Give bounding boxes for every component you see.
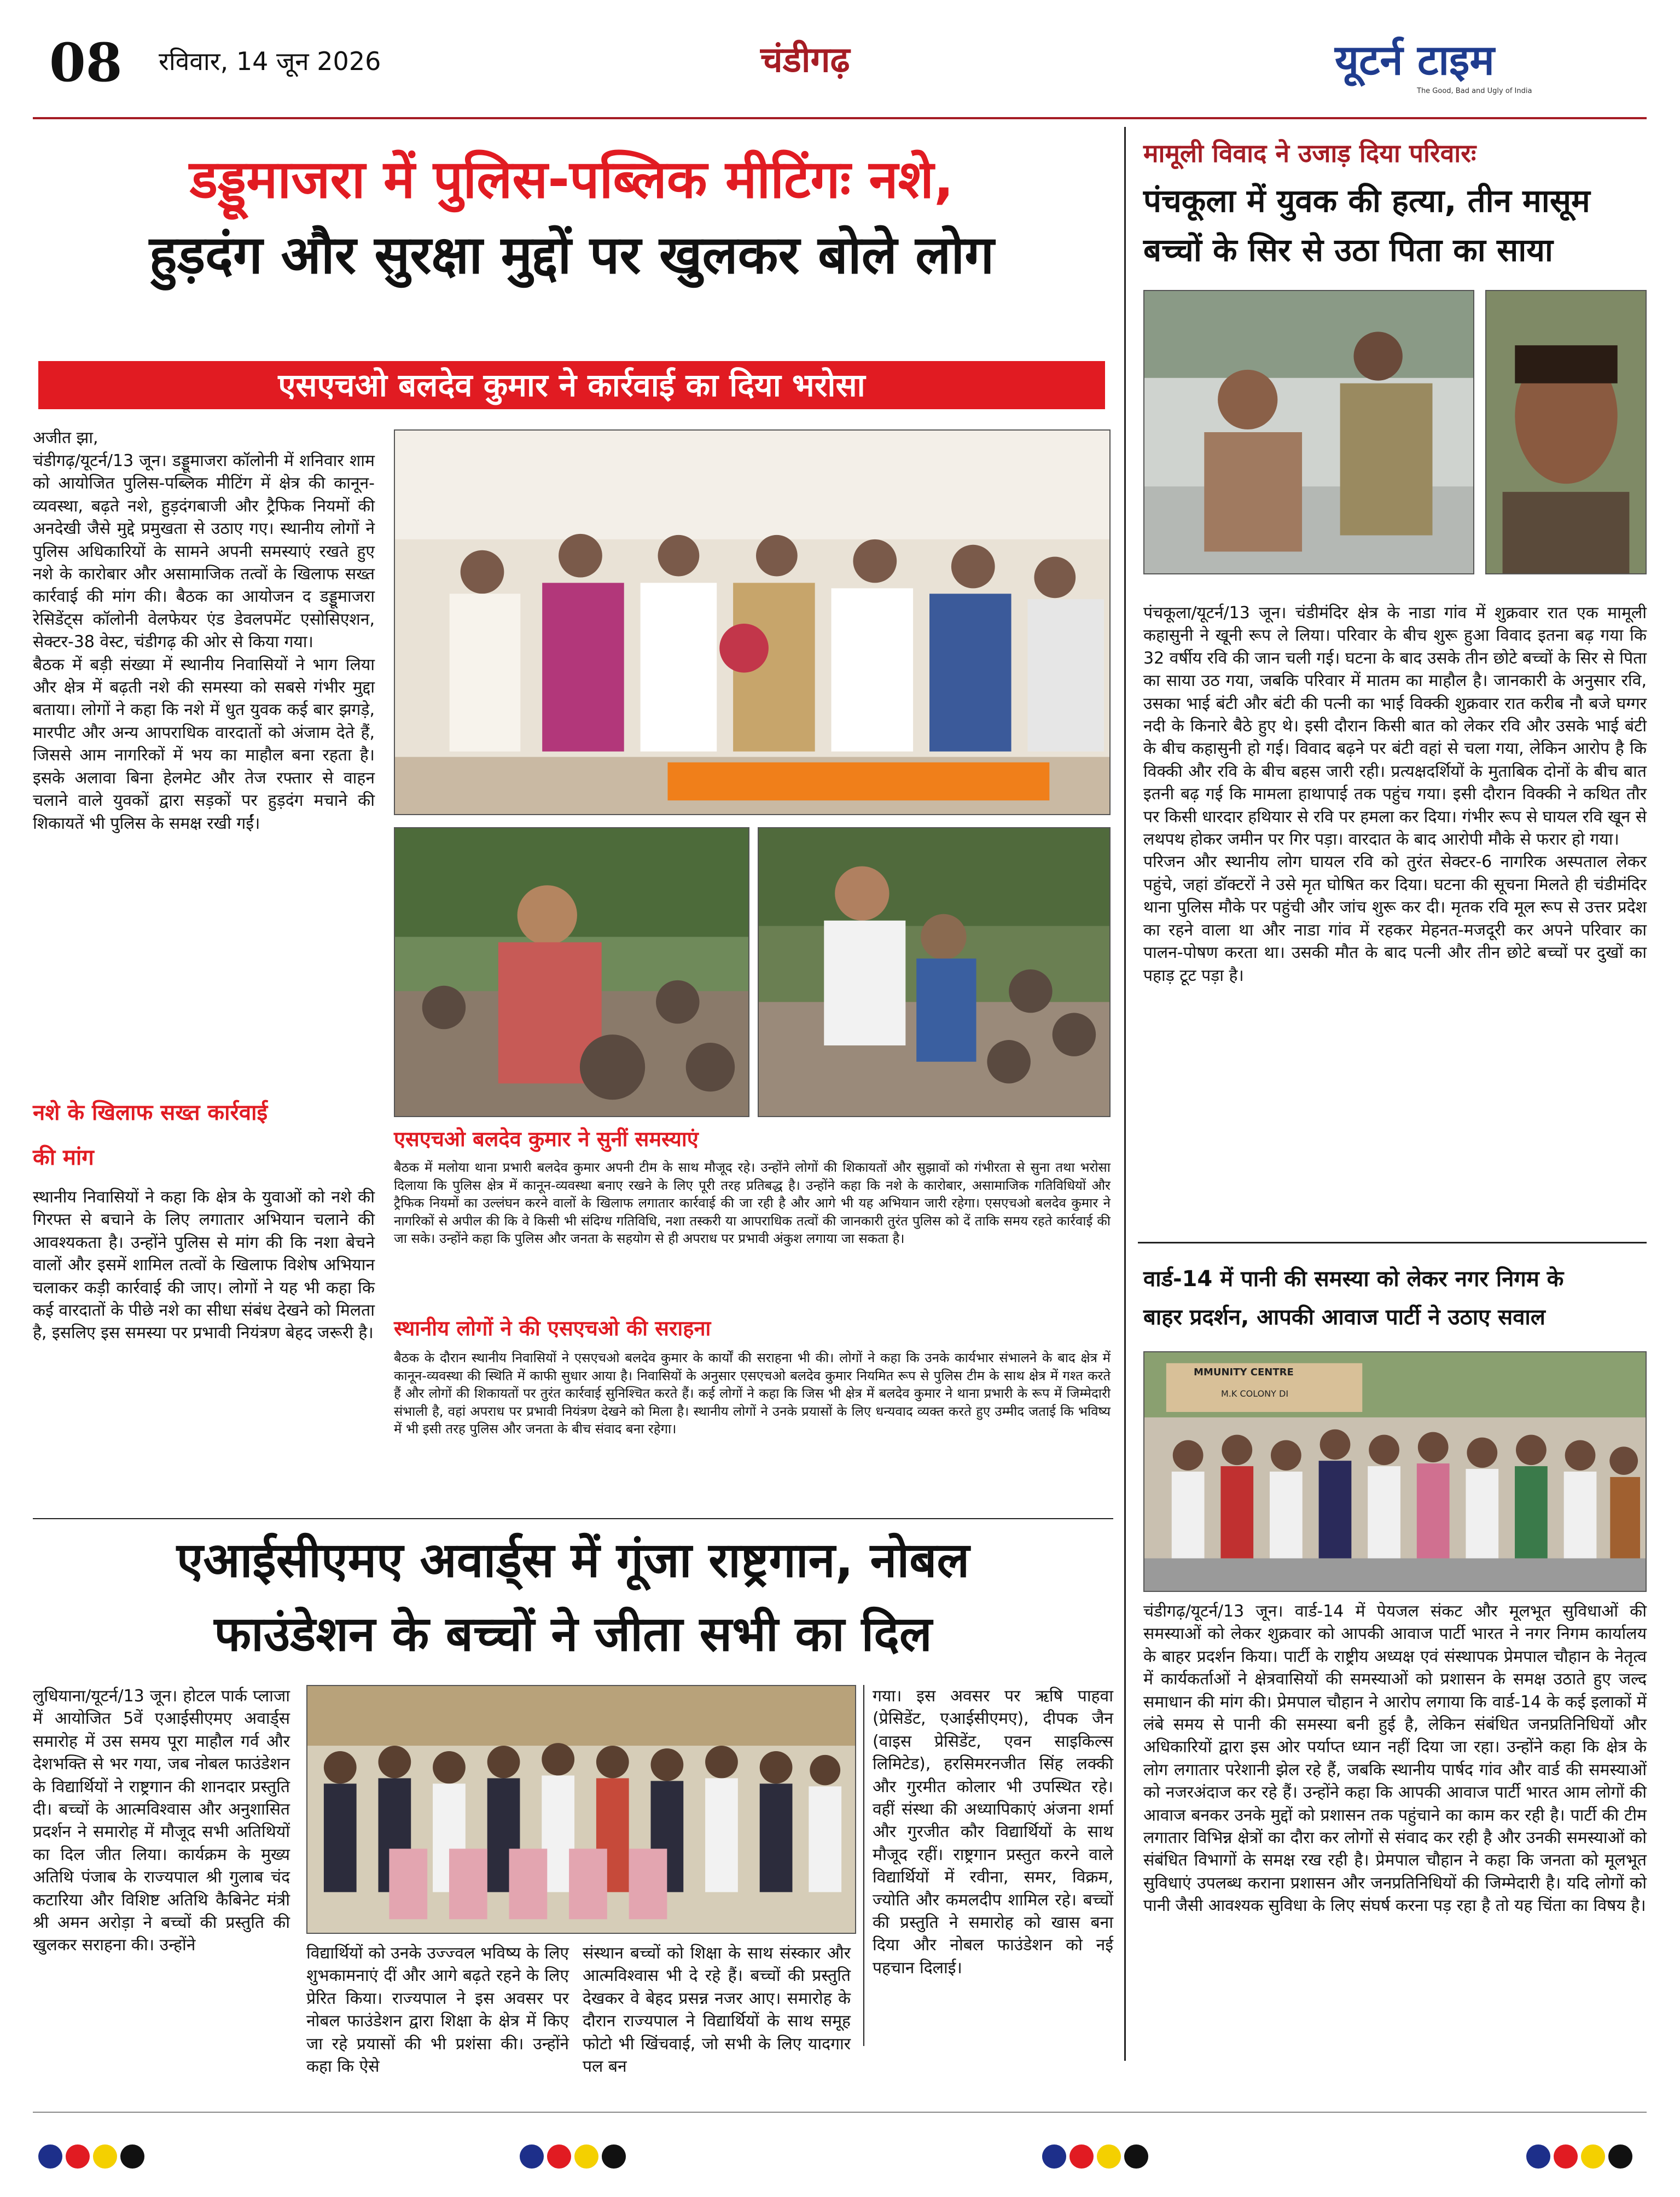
- register-dot-red: [1069, 2144, 1094, 2169]
- register-dot-yellow: [93, 2144, 117, 2169]
- subhead-1a: नशे के खिलाफ सख्त कार्रवाई: [33, 1100, 268, 1125]
- date: रविवार, 14 जून 2026: [159, 47, 381, 76]
- panchkula-headline-1: मामूली विवाद ने उजाड़ दिया परिवारः: [1143, 138, 1476, 168]
- ward-body: चंडीगढ़/यूटर्न/13 जून। वार्ड-14 में पेयजल संकट और मूलभूत सुविधाओं की समस्याओं को लेकर शुक्रवार को आपकी आवाज पार्टी भारत ने नगर निगम कार्यालय के बाहर प्रदर्शन किया। पार्टी के राष्ट्रीय अध्यक्ष एवं संस्थापक प्रेमपाल चौहान के नेतृत्व में कार्यकर्ताओं ने क्षेत्रवासियों की समस्याओं को प्रशासन के समक्ष उठाते हुए जल्द समाधान की मांग की। प्रेमपाल चौहान ने आरोप लगाया कि वार्ड-14 के कई इलाकों में लंबे समय से पानी की समस्या बनी हुई है, लेकिन संबंधित जनप्रतिनिधियों और अधिकारियों द्वारा इस ओर पर्याप्त ध्यान नहीं दिया जा रहा। उन्होंने कहा कि क्षेत्र के लोग लगातार परेशानी झेल रहे हैं, जबकि स्थानीय पार्षद गांव और वार्ड की समस्याओं को नजरअंदाज कर रहे हैं। उन्होंने कहा कि आपकी आवाज पार्टी भारत आम लोगों की आवाज बनकर उनके मुद्दों को प्रशासन तक पहुंचाने का काम कर रही है। पार्टी की टीम लगातार विभिन्न क्षेत्रों का दौरा कर लोगों से संवाद कर रही है और उनकी समस्याओं को संबंधित विभागों के समक्ष रख रही है। प्रेमपाल चौहान ने कहा कि जनता को मूलभूत सुविधाएं उपलब्ध कराना प्रशासन और जनप्रतिनिधियों की जिम्मेदारी है। यदि लोगों को पानी जैसी आवश्यक सुविधा के लिए संघर्ष करना पड़ रहा है तो यह चिंता का विषय है।: [1143, 1602, 1647, 1916]
- awards-col-4: गया। इस अवसर पर ऋषि पाहवा (प्रेसिडेंट, एआईसीएमए), दीपक जैन (वाइस प्रेसिडेंट, एवन साइकिल्स लिमिटेड), हरसिमरनजीत सिंह लक्की और गुरमीत कोलार भी उपस्थित रहे। वहीं संस्था की अध्यापिकाएं अंजना शर्मा और गुरजीत कौर विद्यार्थियों के साथ मौजूद रहीं। राष्ट्रगान प्रस्तुत करने वाले विद्यार्थियों में रवीना, समर, विक्रम, ज्योति और कमलदीप शामिल रहे। बच्चों की प्रस्तुति ने समारोह को खास बना दिया और नोबल फाउंडेशन को नई पहचान दिलाई।: [873, 1687, 1113, 1978]
- main-body-4: बैठक के दौरान स्थानीय निवासियों ने एसएचओ बलदेव कुमार के कार्यों की सराहना भी की। लोगों ने कहा कि उनके कार्यभार संभालने के बाद क्षेत्र में कानून-व्यवस्था की स्थिति में काफी सुधार आया है। निवासियों के अनुसार एसएचओ बलदेव कुमार नियमित रूप से पुलिस टीम के साथ क्षेत्र में गश्त करते हैं और लोगों की शिकायतों पर तुरंत कार्रवाई सुनिश्चित करते हैं। कई लोगों ने कहा कि जिस भी क्षेत्र में बलदेव कुमार ने थाना प्रभारी के रूप में जिम्मेदारी संभाली है, वहां अपराध पर प्रभावी नियंत्रण देखने को मिला है। स्थानीय लोगों ने उनके प्रयासों के लिए धन्यवाद व्यक्त करते हुए उम्मीद जताई कि भविष्य में भी इसी तरह पुलिस और जनता के बीच संवाद बना रहेगा।: [394, 1350, 1111, 1437]
- register-dot-black: [602, 2144, 626, 2169]
- photo-victim-portrait: [1485, 290, 1647, 574]
- panchkula-body: पंचकूला/यूटर्न/13 जून। चंडीमंदिर क्षेत्र के नाडा गांव में शुक्रवार रात एक मामूली कहासुनी ने खूनी रूप ले लिया। परिवार के बीच शुरू हुआ विवाद इतना बढ़ गया कि 32 वर्षीय रवि की जान चली गई। घटना के बाद उसके तीन छोटे बच्चों के सिर से पिता का साया उठ गया, जबकि परिवार में मातम का माहौल है। जानकारी के अनुसार रवि, उसका भाई बंटी और बंटी की पत्नी का भाई विक्की शुक्रवार रात करीब नौ बजे घग्गर नदी के किनारे बैठे हुए थे। इसी दौरान किसी बात को लेकर रवि और उसके भाई बंटी के बीच कहासुनी हो गई। विवाद बढ़ने पर बंटी वहां से चला गया, लेकिन आरोप है कि विक्की और रवि के बीच बहस जारी रही। प्रत्यक्षदर्शियों के मुताबिक दोनों के बीच बात इतनी बढ़ गई कि मामला हाथापाई तक पहुंच गया। इसी दौरान विक्की ने कथित तौर पर किसी धारदार हथियार से रवि पर हमला कर दिया। गंभीर रूप से घायल रवि खून से लथपथ होकर जमीन पर गिर पड़ा। वारदात के बाद आरोपी मौके से फरार हो गया। परिजन और स्थानीय लोग घायल रवि को तुरंत सेक्टर-6 नागरिक अस्पताल लेकर पहुंचे, जहां डॉक्टरों ने उसे मृत घोषित कर दिया। घटना की सूचना मिलते ही चंडीमंदिर थाना पुलिस मौके पर पहुंची और जांच शुरू कर दी। मृतक रवि मूल रूप से उत्तर प्रदेश का रहने वाला था और नाडा गांव में रहकर मेहनत-मजदूरी कर अपने परिवार का पालन-पोषण करता था। उसकी मौत के बाद पत्नी और तीन छोटे बच्चों पर दुखों का पहाड़ टूट पड़ा है।: [1143, 603, 1647, 985]
- register-dot-blue: [520, 2144, 544, 2169]
- register-dot-blue: [38, 2144, 62, 2169]
- register-dot-black: [120, 2144, 144, 2169]
- awards-col-1: लुधियाना/यूटर्न/13 जून। होटल पार्क प्लाजा में आयोजित 5वें एआईसीएमए अवार्ड्स समारोह में उस समय पूरा माहौल गर्व और देशभक्ति से भर गया, जब नोबल फाउंडेशन के विद्यार्थियों ने राष्ट्रगान की शानदार प्रस्तुति दी। बच्चों के आत्मविश्वास और अनुशासित प्रदर्शन ने समारोह में मौजूद सभी अतिथियों का दिल जीत लिया। कार्यक्रम के मुख्य अतिथि पंजाब के राज्यपाल श्री गुलाब चंद कटारिया और विशिष्ट अतिथि कैबिनेट मंत्री श्री अमन अरोड़ा ने बच्चों की प्रस्तुति की खुलकर सराहना की। उन्होंने: [33, 1687, 290, 1955]
- register-dot-yellow: [574, 2144, 598, 2169]
- main-banner-text: एसएचओ बलदेव कुमार ने कार्रवाई का दिया भरोसा: [278, 367, 865, 404]
- masthead-rule: [33, 117, 1647, 119]
- register-marks-far-right: [1526, 2144, 1636, 2172]
- subhead-3: स्थानीय लोगों ने की एसएचओ की सराहना: [394, 1316, 711, 1340]
- register-dot-red: [66, 2144, 90, 2169]
- footer-rule: [33, 2112, 1647, 2113]
- register-dot-blue: [1042, 2144, 1066, 2169]
- register-marks-right: [1042, 2144, 1152, 2172]
- story-divider: [1138, 1242, 1647, 1243]
- main-body-2: स्थानीय निवासियों ने कहा कि क्षेत्र के युवाओं को नशे की गिरफ्त से बचाने के लिए लगातार अभियान चलाने की आवश्यकता है। उन्होंने पुलिस से मांग की कि नशा बेचने वालों और इसमें शामिल तत्वों के खिलाफ विशेष अभियान चलाकर कड़ी कार्रवाई की जाए। लोगों ने यह भी कहा कि कई वारदातों के पीछे नशे का सीधा संबंध देखने को मिलता है, इसलिए इस समस्या पर प्रभावी नियंत्रण बेहद जरूरी है।: [33, 1188, 375, 1343]
- register-dot-red: [547, 2144, 571, 2169]
- logo-text: यूटर्न टाइम: [1335, 36, 1495, 84]
- register-dot-yellow: [1581, 2144, 1605, 2169]
- photo-awards-group: [306, 1685, 856, 1934]
- main-headline-line-2: हुड़दंग और सुरक्षा मुद्दों पर खुलकर बोले लोग: [149, 224, 995, 286]
- photo-boy-speaking: [758, 827, 1111, 1117]
- awards-column-divider: [863, 1685, 864, 2046]
- register-dot-black: [1608, 2144, 1632, 2169]
- logo: [1335, 34, 1641, 111]
- main-headline-line-1: डड्डूमाजरा में पुलिस-पब्लिक मीटिंगः नशे,: [189, 149, 954, 210]
- city: चंडीगढ़: [760, 40, 850, 80]
- panchkula-headline-2: पंचकूला में युवक की हत्या, तीन मासूम: [1143, 182, 1590, 219]
- register-marks-center: [520, 2144, 629, 2172]
- photo-protest: [1143, 1351, 1647, 1592]
- main-body-1: चंडीगढ़/यूटर्न/13 जून। डड्डूमाजरा कॉलोनी में शनिवार शाम को आयोजित पुलिस-पब्लिक मीटिंग में क्षेत्र की कानून-व्यवस्था, बढ़ते नशे, हुड़दंगबाजी और ट्रैफिक नियमों की अनदेखी जैसे मुद्दे प्रमुखता से उठाए गए। स्थानीय लोगों ने पुलिस अधिकारियों के सामने अपनी समस्याएं रखते हुए नशे के कारोबार और असामाजिक तत्वों के खिलाफ सख्त कार्रवाई की मांग की। बैठक का आयोजन द डड्डूमाजरा रेसिडेंट्स कॉलोनी वेलफेयर एंड डेवलपमेंट एसोसिएशन, सेक्टर-38 वेस्ट, चंडीगढ़ की ओर से किया गया। बैठक में बड़ी संख्या में स्थानीय निवासियों ने भाग लिया और क्षेत्र में बढ़ती नशे की समस्या को सबसे गंभीर मुद्दा बताया। लोगों ने कहा कि नशे में धुत युवक कई बार झगड़े, मारपीट और अन्य आपराधिक वारदातों को अंजाम देते हैं, जिससे आम नागरिकों में भय का माहौल बना रहता है। इसके अलावा बिना हेलमेट और तेज रफ्तार से वाहन चलाने वाले युवकों द्वारा सड़कों पर हुड़दंग मचाने की शिकायतें भी पुलिस के समक्ष रखी गईं।: [33, 451, 375, 833]
- ward-headline-2: बाहर प्रदर्शन, आपकी आवाज पार्टी ने उठाए सवाल: [1143, 1305, 1545, 1330]
- awards-top-rule: [33, 1518, 1113, 1519]
- awards-headline-1: एआईसीएमए अवार्ड्स में गूंजा राष्ट्रगान, नोबल: [176, 1532, 970, 1588]
- register-dot-black: [1124, 2144, 1148, 2169]
- awards-col-3: संस्थान बच्चों को शिक्षा के साथ संस्कार और आत्मविश्वास भी दे रहे हैं। बच्चों की प्रस्तुति देखकर वे बेहद प्रसन्न नजर आए। समारोह के दौरान राज्यपाल ने विद्यार्थियों के साथ समूह फोटो भी खिंचवाई, जो सभी के लिए यादगार पल बन: [583, 1944, 851, 2077]
- register-marks-left: [38, 2144, 148, 2172]
- awards-col-2: विद्यार्थियों को उनके उज्ज्वल भविष्य के लिए शुभकामनाएं दीं और आगे बढ़ते रहने के लिए प्रेरित किया। राज्यपाल ने इस अवसर पर नोबल फाउंडेशन द्वारा शिक्षा के क्षेत्र में किए जा रहे प्रयासों की भी प्रशंसा की। उन्होंने कहा कि ऐसे: [306, 1944, 569, 2077]
- register-dot-yellow: [1097, 2144, 1121, 2169]
- protest-sign-1: MMUNITY CENTRE: [1194, 1367, 1294, 1378]
- register-dot-red: [1554, 2144, 1578, 2169]
- subhead-2: एसएचओ बलदेव कुमार ने सुनीं समस्याएं: [394, 1127, 699, 1151]
- byline: अजीत झा,: [33, 428, 98, 447]
- photo-police-inspection: [1143, 290, 1474, 574]
- photo-meeting-felicitation: [394, 429, 1111, 815]
- column-divider: [1124, 127, 1126, 2061]
- page-number: 08: [49, 32, 123, 94]
- logo-tagline: The Good, Bad and Ugly of India: [1417, 87, 1532, 95]
- subhead-1b: की मांग: [33, 1145, 94, 1170]
- ward-headline-1: वार्ड-14 में पानी की समस्या को लेकर नगर निगम के: [1143, 1266, 1564, 1292]
- photo-woman-speaking: [394, 827, 749, 1117]
- main-banner: [38, 361, 1105, 409]
- register-dot-blue: [1526, 2144, 1550, 2169]
- awards-headline-2: फाउंडेशन के बच्चों ने जीता सभी का दिल: [214, 1606, 932, 1662]
- panchkula-headline-3: बच्चों के सिर से उठा पिता का साया: [1143, 231, 1553, 269]
- main-body-3: बैठक में मलोया थाना प्रभारी बलदेव कुमार अपनी टीम के साथ मौजूद रहे। उन्होंने लोगों की शिकायतों और सुझावों को गंभीरता से सुना तथा भरोसा दिलाया कि पुलिस क्षेत्र में कानून-व्यवस्था बनाए रखने के लिए पूरी तरह प्रतिबद्ध है। उन्होंने कहा कि नशे के कारोबार, असामाजिक गतिविधियों और ट्रैफिक नियमों का उल्लंघन करने वालों के खिलाफ लगातार कार्रवाई की जा रही है और आगे भी यह अभियान जारी रहेगा। एसएचओ बलदेव कुमार ने नागरिकों से अपील की कि वे किसी भी संदिग्ध गतिविधि, नशा तस्करी या आपराधिक तत्वों की जानकारी तुरंत पुलिस को दें ताकि समय रहते कार्रवाई की जा सके। उन्होंने कहा कि पुलिस और जनता के सहयोग से ही अपराध पर प्रभावी अंकुश लगाया जा सकता है।: [394, 1160, 1111, 1247]
- protest-sign-2: M.K COLONY DI: [1221, 1388, 1289, 1399]
